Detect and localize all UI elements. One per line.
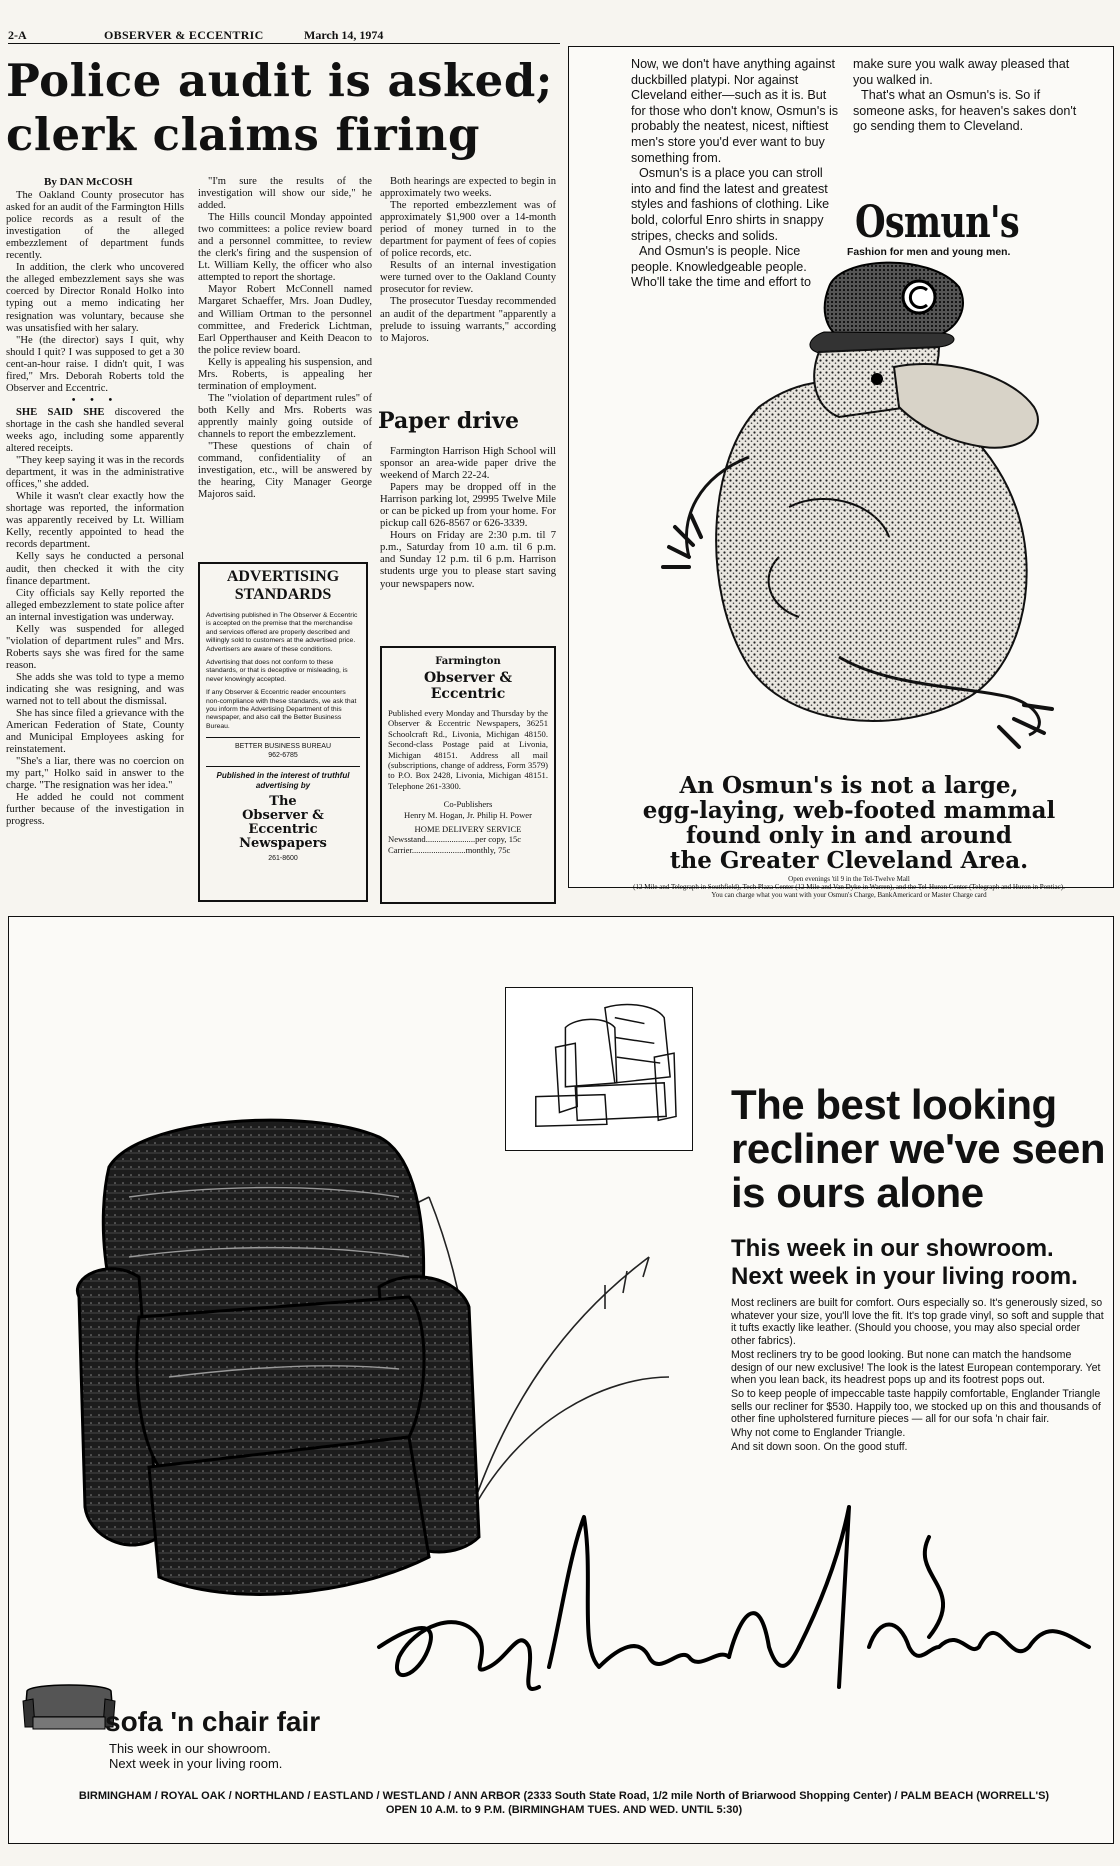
sofa-icon	[21, 1677, 117, 1737]
copublishers-label: Co-Publishers	[443, 799, 493, 810]
paragraph: "These questions of chain of command, confidentiality of an investigation, etc., will be answered by the hearing, City Manager George Majoros said.	[198, 441, 372, 501]
ad-paragraph: So to keep people of impeccable taste happily comfortable, Englander Triangle sells our recliner for $530. Happily too, we stocked up on this and thousands of other fine upholstered furniture pieces — all for our sofa 'n chair fair.	[731, 1387, 1101, 1426]
englander-headline	[731, 1083, 1105, 1215]
englander-body	[731, 1297, 1105, 1454]
fine-print: You can charge what you want with your Osmun's Charge, BankAmericard or Master Charge card	[711, 891, 987, 900]
carrier-price: Carrier.........................monthly, 75c	[388, 844, 511, 855]
paragraph-text: discovered the shortage in the cash she handled several weeks ago, including some apparently altered receipts.	[6, 406, 184, 455]
newspapers-logo-the: The	[269, 794, 297, 810]
englander-subhead	[731, 1235, 1078, 1291]
osmuns-slogan	[619, 773, 1079, 873]
store-hours: OPEN 10 A.M. to 9 P.M. (BIRMINGHAM TUES. AND WED. UNTIL 5:30)	[385, 1804, 743, 1816]
ad-standards-title: ADVERTISING STANDARDS	[226, 568, 340, 603]
osmuns-copy-left	[631, 57, 841, 291]
home-delivery-label: HOME DELIVERY SERVICE	[414, 824, 522, 835]
paper-drive-story	[380, 446, 556, 591]
newsstand-price: Newsstand.......................per copy, 15c	[388, 834, 522, 845]
paragraph: The Hills council Monday appointed two committees: a police review board and a personnel committee, to review the clerk's firing and the suspension of Lt. William Kelly, the officer who also attempted to report the shortage.	[198, 212, 372, 284]
store-locations: BIRMINGHAM / ROYAL OAK / NORTHLAND / EASTLAND / WESTLAND / ANN ARBOR (2333 South State Road, 1/2 mile North of Briarwood Shopping Center) / PALM BEACH (WORRELL'S)	[78, 1790, 1050, 1802]
run-in-head: SHE SAID SHE	[16, 406, 105, 418]
page-number: 2-A	[8, 28, 27, 42]
newspapers-logo	[206, 795, 360, 851]
osmuns-logo: Osmun's	[855, 197, 1019, 248]
paragraph: "She's a liar, there was no coercion on my part," Holko said in answer to the charge. "The resignation was her idea."	[6, 756, 184, 792]
headline-line-1: Police audit is asked;	[6, 54, 553, 107]
osmuns-copy-right	[853, 57, 1093, 135]
issue-date: March 14, 1974	[304, 28, 384, 42]
osmuns-tagline: Fashion for men and young men.	[847, 247, 1011, 258]
ad-paragraph: Most recliners try to be good looking. But none can match the handsome design of our new exclusive! The look is the latest European contemporary. Yet when you lean back, its headrest pops up and its footrest pops out.	[731, 1348, 1101, 1387]
article-headline	[6, 54, 566, 162]
oe-logo-name: Observer & Eccentric	[423, 670, 513, 702]
interest-note: Published in the interest of truthful advertising by	[206, 766, 360, 791]
ad-paragraph: That's what an Osmun's is. So if someone asks, for heaven's sakes don't go sending them to Cleveland.	[853, 88, 1077, 134]
copublishers: Henry M. Hogan, Jr. Philip H. Power	[404, 809, 532, 820]
recliner-reclined-inset	[505, 987, 693, 1151]
ad-standards-text: If any Observer & Eccentric reader encounters non-compliance with these standards, we ask that you inform the Advertising Department of this newspaper, and also call the Better Business Bureau.	[206, 689, 357, 730]
headline-line: is ours alone	[731, 1169, 984, 1216]
platypus-illustration	[639, 257, 1059, 757]
sofa-n-chair-fair-label: sofa 'n chair fair	[105, 1706, 321, 1737]
paragraph: Papers may be dropped off in the Harrison parking lot, 29995 Twelve Mile or can be picked up from your home. For pickup call 626-8567 or 626-3339.	[380, 482, 556, 530]
slogan-line: egg-laying, web-footed mammal	[642, 797, 1056, 824]
paragraph: Kelly says he conducted a personal audit, then checked it with the city finance department.	[6, 551, 184, 587]
fair-sub-line: Next week in your living room.	[109, 1756, 283, 1771]
ad-paragraph: Osmun's is a place you can stroll into and find the latest and greatest styles and fashions of clothing. Like bold, colorful Enro shirts in snappy stripes, checks and solids.	[631, 166, 830, 243]
paragraph	[6, 407, 184, 455]
paragraph: In addition, the clerk who uncovered the alleged embezzlement says she was coerced by Director Ronald Holko into typing out a memo indicating her resignation was voluntary, because she was unsatisfied with her salary.	[6, 262, 184, 334]
headline-line: recliner we've seen	[731, 1125, 1106, 1172]
paragraph: Results of an internal investigation were turned over to the Oakland County prosecutor for review.	[380, 260, 556, 296]
article-column-3	[380, 176, 556, 345]
paragraph: The Oakland County prosecutor has asked for an audit of the Farmington Hills police records as a result of the investigation of the alleged embezzlement of department funds recently.	[6, 190, 184, 262]
paragraph: Kelly was suspended for alleged "violation of department rules" and Mrs. Roberts says she was fired for the same reason.	[6, 623, 184, 671]
slogan-line: found only in and around	[685, 822, 1012, 849]
paragraph: "They keep saying it was in the records department, it was in the administrative offices," she added.	[6, 455, 184, 491]
subhead-line: This week in our showroom.	[731, 1235, 1054, 1262]
newspapers-phone: 261-8600	[268, 855, 298, 863]
paragraph: City officials say Kelly reported the alleged embezzlement to state police after an internal investigation was underway.	[6, 587, 184, 623]
ad-standards-text: Advertising that does not conform to these standards, or that is deceptive or misleading, is never knowingly accepted.	[206, 659, 348, 683]
ad-paragraph: Now, we don't have anything against duckbilled platypi. Nor against Cleveland either—such as it is. But for those who don't know, Osmun's is probably the neatest, nicest, niftiest men's store you'd ever want to buy something from.	[631, 57, 839, 165]
section-break: • • •	[71, 394, 119, 406]
masthead	[8, 26, 560, 44]
paragraph: Mayor Robert McConnell named Margaret Schaeffer, Mrs. Joan Dudley, and William Ortman to the personnel committee, and Frederick Lichtman, Earl Opperthauser and Keith Deacon to the police review board.	[198, 284, 372, 356]
paragraph: Hours on Friday are 2:30 p.m. til 7 p.m., Saturday from 10 a.m. til 6 p.m. and Sunday 12 p.m. til 6 p.m. Harrison students urge you to please start saving your newspapers now.	[380, 530, 556, 590]
paragraph: "I'm sure the results of the investigation will show our side," he added.	[198, 176, 372, 212]
headline-line-2: clerk claims firing	[6, 108, 480, 161]
paragraph: She adds she was told to type a memo indicating she was resigning, and was warned not to tell about the dismissal.	[6, 671, 184, 708]
fair-sub-line: This week in our showroom.	[109, 1741, 271, 1756]
ad-paragraph: And Osmun's is people. Nice people. Knowledgeable people. Who'll take the time and effort to	[631, 244, 811, 290]
ad-standards-text: Advertising published in The Observer & Eccentric is accepted on the premise that the merchandise and services offered are properly described and willingly sold to customers at the advertised price. Advertisers are aware of these conditions.	[206, 612, 358, 653]
paragraph: Both hearings are expected to begin in approximately two weeks.	[380, 176, 556, 200]
publication-name: OBSERVER & ECCENTRIC	[104, 28, 264, 42]
newspapers-logo-name: Observer & Eccentric Newspapers	[239, 808, 327, 852]
ad-paragraph: Most recliners are built for comfort. Ours especially so. It's generously sized, so whatever your size, you'll love the fit. It's top grade vinyl, so soft and supple that it tufts exactly like leather. (Should you choose, you may also special order other fabrics).	[731, 1297, 1104, 1348]
oe-logo-top: Farmington	[435, 656, 501, 667]
paragraph: "He (the director) says I quit, why should I quit? I was supposed to get a 30 cent-an-hour raise. I didn't quit, I was fired," Mrs. Deborah Roberts told the Observer and Eccentric.	[6, 334, 184, 394]
englander-triangle-ad	[8, 916, 1114, 1844]
ad-paragraph: And sit down soon. On the good stuff.	[731, 1440, 908, 1453]
bbb-phone: 962-6785	[268, 752, 298, 760]
englander-triangle-signature	[369, 1497, 1109, 1717]
paragraph: The reported embezzlement was of approximately $1,900 over a 14-month period of money turned in to the department for payment of fees of copies of police records, etc.	[380, 200, 556, 260]
article-column-1	[6, 176, 184, 829]
fine-print: Open evenings 'til 9 in the Tel-Twelve Mall	[788, 875, 910, 883]
article-column-2	[198, 176, 372, 501]
oe-logo	[388, 654, 548, 702]
publication-info-box	[380, 646, 556, 904]
byline: By DAN McCOSH	[44, 176, 133, 188]
slogan-line: An Osmun's is not a large,	[679, 772, 1019, 799]
paragraph: He added he could not comment further because of the investigation in progress.	[6, 792, 184, 828]
paragraph: While it wasn't clear exactly how the shortage was reported, the information was apparently received by Lt. William Kelly, recently appointed to head the records department.	[6, 491, 184, 551]
bbb-block	[206, 737, 360, 760]
slogan-line: the Greater Cleveland Area.	[669, 847, 1029, 874]
osmuns-store-info	[599, 875, 1099, 900]
bbb-label: BETTER BUSINESS BUREAU	[234, 743, 332, 751]
subhead-line: Next week in your living room.	[731, 1263, 1078, 1290]
fine-print: (12 Mile and Telegraph in Southfield), Tech Plaza Center (12 Mile and Van Dyke in Warren), and the Tel-Huron Center (Telegraph and Huron in Pontiac).	[633, 883, 1065, 892]
ad-paragraph: make sure you walk away pleased that you walked in.	[853, 57, 1070, 87]
sofa-n-chair-fair-sub	[109, 1741, 282, 1771]
paragraph: The "violation of department rules" of both Kelly and Mrs. Roberts was apprently mainly going outside of channels to report the embezzlement.	[198, 392, 372, 440]
oe-info: Published every Monday and Thursday by the Observer & Eccentric Newspapers, 36251 Schoolcraft Rd., Livonia, Michigan 48150. Second-class Postage paid at Livonia, Michigan 48151. Address all mail (subscriptions, change of address, Form 3579) to P.O. Box 2428, Livonia, Michigan 48151. Telephone 261-3300.	[388, 708, 548, 791]
paragraph: She has since filed a grievance with the American Federation of State, County and Municipal Employees asking for reinstatement.	[6, 708, 184, 756]
paragraph: Kelly is appealing his suspension, and Mrs. Roberts, is appealing her termination of employment.	[198, 356, 372, 392]
paragraph: The prosecutor Tuesday recommended an audit of the department "apparently a prelude to issuing warrants," according to Majoros.	[380, 296, 556, 344]
paragraph: Farmington Harrison High School will sponsor an area-wide paper drive the weekend of March 22-24.	[380, 446, 556, 482]
osmuns-ad	[568, 46, 1114, 900]
headline-line: The best looking	[731, 1081, 1057, 1128]
ad-paragraph: Why not come to Englander Triangle.	[731, 1427, 906, 1440]
paper-drive-title: Paper drive	[378, 408, 519, 434]
advertising-standards-box	[198, 562, 368, 902]
